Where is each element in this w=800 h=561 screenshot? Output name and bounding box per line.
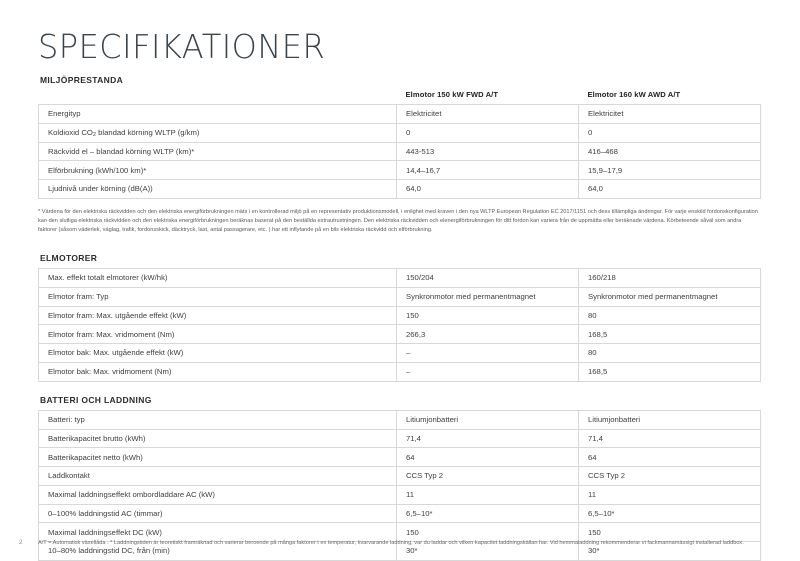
table-row	[39, 161, 761, 180]
table-row	[39, 325, 761, 344]
row-value-1: 0	[397, 123, 579, 142]
table-row	[39, 429, 761, 448]
spacer	[38, 382, 760, 395]
spacer	[38, 235, 760, 253]
table-row	[39, 410, 761, 429]
row-value-2: 11	[579, 485, 761, 504]
row-value-2: 160/218	[579, 269, 761, 288]
page-footer-note: A/T = Automatisk växellåda . * Laddningstiden är teoretiskt framräknad och varierar beroende på många faktorer t ex temperatur, kvarvarande laddning, var du laddar och vilken kapacitet laddningskällan har. Vid hemmaladdning rekommenderar vi fackmannamässigt installerad laddbox.	[38, 539, 744, 546]
row-value-1: 14,4–16,7	[397, 161, 579, 180]
row-value-1: –	[397, 344, 579, 363]
row-label: Maximal laddningseffekt ombordladdare AC (kW)	[39, 485, 397, 504]
spec-table-miljoprestanda	[38, 90, 761, 199]
row-value-2: 6,5–10*	[579, 504, 761, 523]
table-row	[39, 123, 761, 142]
table-row	[39, 362, 761, 381]
column-header-variant-2: Elmotor 160 kW AWD A/T	[587, 90, 681, 99]
row-value-2: 416–468	[579, 142, 761, 161]
row-label: 0–100% laddningstid AC (timmar)	[39, 504, 397, 523]
row-value-1: –	[397, 362, 579, 381]
row-label: Elmotor bak: Max. utgående effekt (kW)	[39, 344, 397, 363]
row-label: Räckvidd el – blandad körning WLTP (km)*	[39, 142, 397, 161]
row-value-2: 71,4	[579, 429, 761, 448]
row-label: Batteri: typ	[39, 410, 397, 429]
row-value-2: 150	[579, 523, 761, 542]
row-value-1: 150/204	[397, 269, 579, 288]
row-value-2: 80	[579, 344, 761, 363]
table-row	[39, 180, 761, 199]
row-value-1: 71,4	[397, 429, 579, 448]
section-heading-elmotorer: ELMOTORER	[40, 253, 98, 264]
row-value-2: 30*	[579, 542, 761, 561]
row-value-2: Elektricitet	[579, 105, 761, 124]
row-value-1: 150	[397, 523, 579, 542]
row-label: Max. effekt totalt elmotorer (kW/hk)	[39, 269, 397, 288]
column-header-label	[39, 90, 397, 105]
row-value-1: Synkronmotor med permanentmagnet	[397, 287, 579, 306]
row-value-2: 168,5	[579, 362, 761, 381]
section-heading-miljoprestanda: MILJÖPRESTANDA	[40, 75, 124, 85]
table-row	[39, 142, 761, 161]
row-label: Ljudnivå under körning (dB(A))	[39, 180, 397, 199]
row-value-1: 443-513	[397, 142, 579, 161]
table-row	[39, 306, 761, 325]
table-row	[39, 105, 761, 124]
row-value-2: Synkronmotor med permanentmagnet	[579, 287, 761, 306]
table-header-row	[39, 90, 761, 105]
row-label: Elmotor fram: Typ	[39, 287, 397, 306]
table-row	[39, 448, 761, 467]
row-value-2: 64	[579, 448, 761, 467]
row-value-2: 15,9–17,9	[579, 161, 761, 180]
table-row	[39, 269, 761, 288]
row-value-1: 11	[397, 485, 579, 504]
row-value-2: Litiumjonbatteri	[579, 410, 761, 429]
row-value-1: Litiumjonbatteri	[397, 410, 579, 429]
section-heading-batteri: BATTERI OCH LADDNING	[40, 394, 152, 405]
row-value-1: 6,5–10*	[397, 504, 579, 523]
row-value-1: 150	[397, 306, 579, 325]
row-value-2: 80	[579, 306, 761, 325]
row-value-1: 30*	[397, 542, 579, 561]
table-row	[39, 485, 761, 504]
row-label: Batterikapacitet netto (kWh)	[39, 448, 397, 467]
row-label: Batterikapacitet brutto (kWh)	[39, 429, 397, 448]
page-title: SPECIFIKATIONER	[38, 27, 326, 66]
spec-sections-container	[38, 75, 760, 561]
row-label: Koldioxid $CO_2$ blandad körning WLTP (g/km)	[39, 123, 397, 142]
table-row	[39, 467, 761, 486]
row-value-2: 168,5	[579, 325, 761, 344]
row-value-1: 64	[397, 448, 579, 467]
table-row	[39, 344, 761, 363]
section-miljoprestanda	[38, 75, 760, 235]
row-label: 10–80% laddningstid DC, från (min)	[39, 542, 397, 561]
row-value-1: 64,0	[397, 180, 579, 199]
row-label: Energityp	[39, 105, 397, 124]
row-label: Elmotor fram: Max. utgående effekt (kW)	[39, 306, 397, 325]
row-label: Maximal laddningseffekt DC (kW)	[39, 523, 397, 542]
table-row	[39, 287, 761, 306]
table-row	[39, 504, 761, 523]
row-value-1: 266,3	[397, 325, 579, 344]
page-number: 2	[19, 540, 23, 546]
row-value-2: CCS Typ 2	[579, 467, 761, 486]
row-label: Elförbrukning (kWh/100 km)*	[39, 161, 397, 180]
row-value-1: CCS Typ 2	[397, 467, 579, 486]
row-value-1: Elektricitet	[397, 105, 579, 124]
column-header-variant-1: Elmotor 150 kW FWD A/T	[405, 90, 499, 99]
section-elmotorer	[38, 253, 760, 382]
row-label: Elmotor fram: Max. vridmoment (Nm)	[39, 325, 397, 344]
row-label: Laddkontakt	[39, 467, 397, 486]
spec-table-elmotorer	[38, 268, 761, 382]
row-value-2: 64,0	[579, 180, 761, 199]
wltp-footnote: * Värdena för den elektriska räckvidden och den elektriska energiförbrukningen mäts i en kontrollerad miljö på en representativ produktionsmodell, i enlighet med kraven i den nya WLTP European Regulation EC 2017/1151 och dess tillämpliga ändringar. För varje enskild fordonskonfiguration kan den slutliga elektriska räckvidden och den elektriska energiförbrukningen beräknas baserat på den beställda extrautrustningen. Den elektriska räckvidden och elenergiförbrukningen för ditt fordon kan variera från de uppmätta eller beräknade värdena. Körbeteende såväl som andra faktorer (såsom väderlek, väglag, trafik, fordonsskick, däcktryck, last, antal passagerare, etc. ) har ett inflytande på en bils elektriska räckvidd och elförbrukning.	[38, 208, 758, 233]
section-batteri-och-laddning	[38, 395, 760, 561]
row-label: Elmotor bak: Max. vridmoment (Nm)	[39, 362, 397, 381]
row-value-2: 0	[579, 123, 761, 142]
